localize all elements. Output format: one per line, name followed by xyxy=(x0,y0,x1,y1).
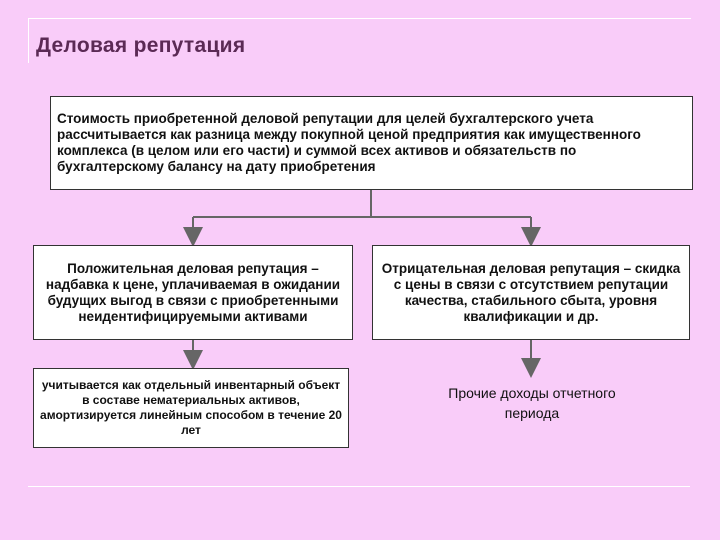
positive-treatment-box xyxy=(33,368,349,448)
bottom-divider xyxy=(28,486,690,487)
negative-reputation-text: Отрицательная деловая репутация – скидка с цены в связи с отсутствием репутации качества, стабильного сбыта, уровня квалификации и др. xyxy=(381,260,681,324)
definition-text: Стоимость приобретенной деловой репутации для целей бухгалтерского учета рассчитывается как разница между покупной ценой предприятия как имущественного комплекса (в целом или его части) и суммой всех активов и обязательств по бухгалтерскому балансу на дату приобретения xyxy=(57,111,641,174)
positive-treatment-text: учитывается как отдельный инвентарный объект в составе нематериальных активов, амортизируется линейным способом в течение 20 лет xyxy=(40,378,342,437)
negative-reputation-box xyxy=(372,245,690,340)
negative-treatment-text: Прочие доходы отчетного периода xyxy=(448,385,616,421)
slide-title: Деловая репутация xyxy=(36,34,246,57)
positive-reputation-text: Положительная деловая репутация – надбавка к цене, уплачиваемая в ожидании будущих выгод в связи с приобретенными неидентифицируемыми активами xyxy=(45,260,341,324)
positive-reputation-box xyxy=(33,245,353,340)
